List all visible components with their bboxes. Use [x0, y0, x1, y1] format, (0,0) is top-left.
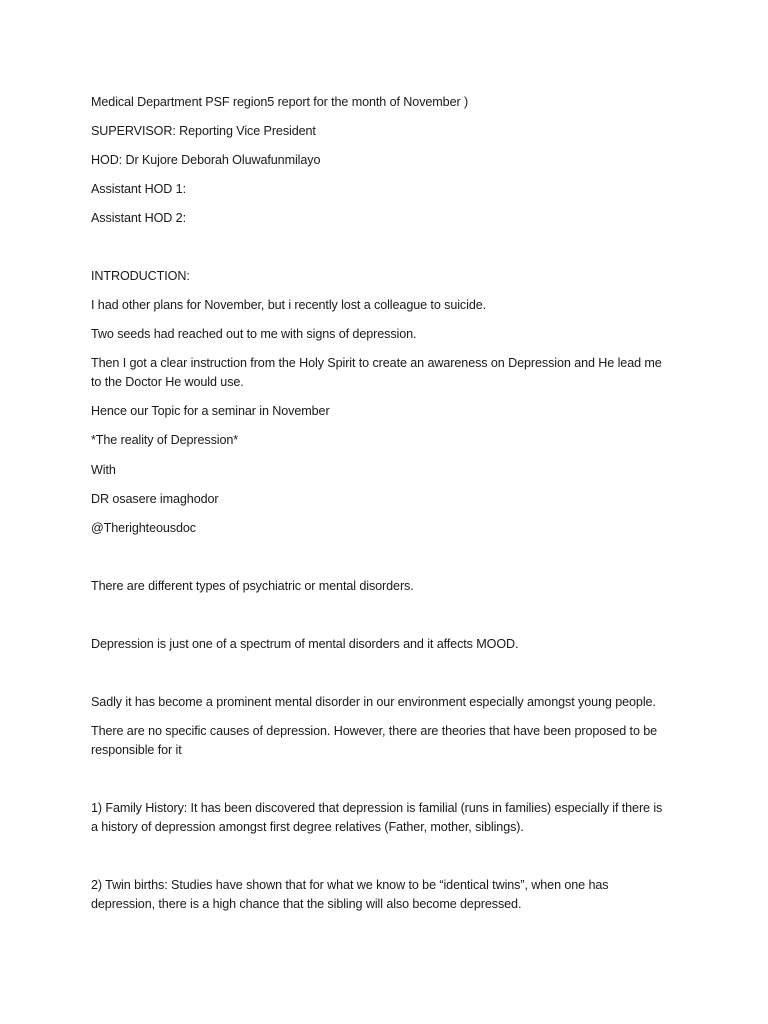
paragraph-6: With — [91, 463, 116, 477]
paragraph-12-line-1: There are no specific causes of depression. However, there are theories that have been proposed to be — [91, 724, 658, 738]
paragraph-1: I had other plans for November, but i recently lost a colleague to suicide. — [91, 298, 487, 312]
paragraph-7: DR osasere imaghodor — [91, 492, 219, 506]
supervisor-line: SUPERVISOR: Reporting Vice President — [91, 124, 316, 138]
paragraph-11: Sadly it has become a prominent mental disorder in our environment especially amongst young people. — [91, 695, 656, 709]
paragraph-12-line-2: responsible for it — [91, 743, 182, 757]
paragraph-4: Hence our Topic for a seminar in November — [91, 404, 330, 418]
paragraph-3-line-2: to the Doctor He would use. — [91, 375, 244, 389]
document-title: Medical Department PSF region5 report for the month of November ) — [91, 95, 469, 109]
paragraph-14-line-2: depression, there is a high chance that the sibling will also become depressed. — [91, 897, 522, 911]
introduction-heading: INTRODUCTION: — [91, 269, 190, 283]
paragraph-8: @Therighteousdoc — [91, 521, 196, 535]
assistant-hod-2-line: Assistant HOD 2: — [91, 211, 186, 225]
assistant-hod-1-line: Assistant HOD 1: — [91, 182, 186, 196]
paragraph-10: Depression is just one of a spectrum of mental disorders and it affects MOOD. — [91, 637, 519, 651]
paragraph-13-line-2: a history of depression amongst first degree relatives (Father, mother, siblings). — [91, 820, 524, 834]
paragraph-3-line-1: Then I got a clear instruction from the Holy Spirit to create an awareness on Depression and He lead me — [91, 356, 662, 370]
paragraph-5: *The reality of Depression* — [91, 433, 239, 447]
hod-line: HOD: Dr Kujore Deborah Oluwafunmilayo — [91, 153, 321, 167]
paragraph-14-line-1: 2) Twin births: Studies have shown that for what we know to be “identical twins”, when one has — [91, 878, 609, 892]
paragraph-13-line-1: 1) Family History: It has been discovered that depression is familial (runs in families) especially if there is — [91, 801, 663, 815]
paragraph-9: There are different types of psychiatric or mental disorders. — [91, 579, 414, 593]
paragraph-2: Two seeds had reached out to me with signs of depression. — [91, 327, 417, 341]
